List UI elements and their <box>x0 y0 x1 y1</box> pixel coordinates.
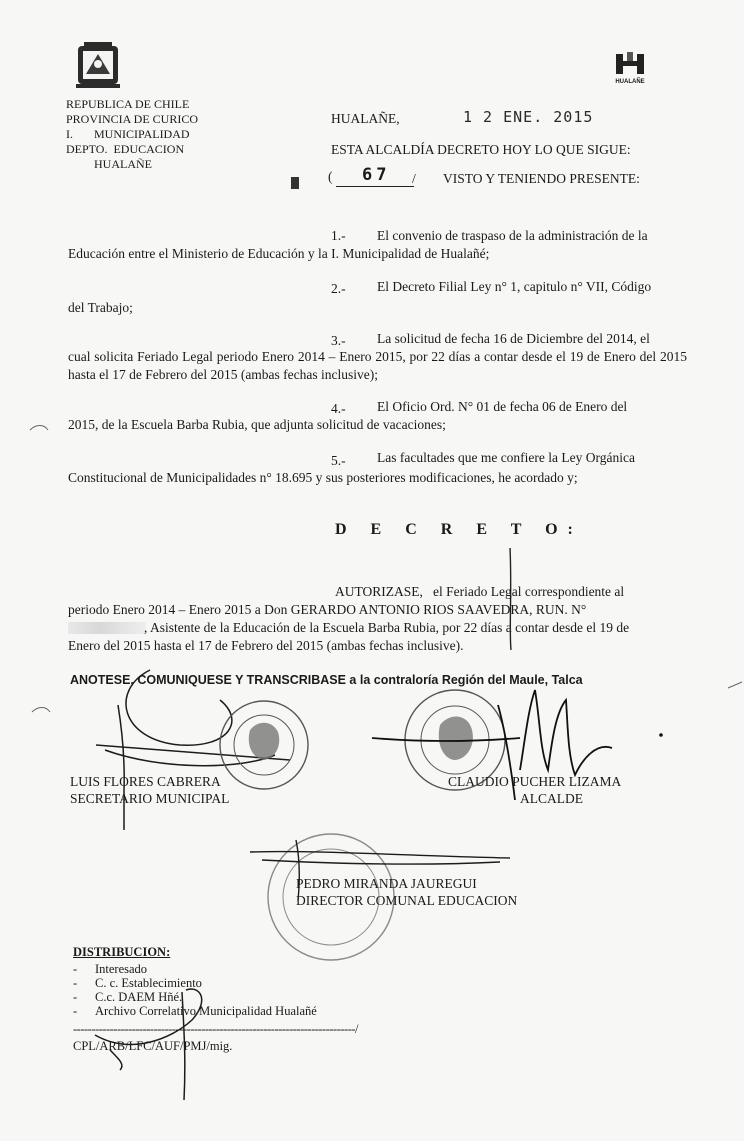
margin-mark <box>728 682 742 688</box>
signatory-title: SECRETARIO MUNICIPAL <box>70 791 230 806</box>
margin-mark <box>32 708 50 713</box>
letterhead-line: PROVINCIA DE CURICO <box>66 112 199 126</box>
letterhead-line: REPUBLICA DE CHILE <box>66 97 190 111</box>
signatory-director <box>296 875 517 909</box>
distribution-item: - Archivo Correlativo Municipalidad Hualañé <box>73 1004 317 1018</box>
considerando-text: Constitucional de Municipalidades n° 18.695 y sus posteriores modificaciones, he acordado y; <box>68 470 578 485</box>
signatory-name: PEDRO MIRANDA JAUREGUI <box>296 876 477 891</box>
signatory-title: ALCALDE <box>520 791 583 806</box>
decreto-heading: D E C R E T O: <box>335 521 583 538</box>
distribution-rule: -----------------------------------------------------------------------------/ <box>73 1022 358 1036</box>
decree-number-prefix: ( <box>328 169 333 184</box>
signatory-name: CLAUDIO PUCHER LIZAMA <box>448 774 622 789</box>
distribution-heading: DISTRIBUCION: <box>73 945 171 959</box>
considerando-first-line: El Decreto Filial Ley n° 1, capitulo n° VII, Código <box>377 279 652 294</box>
resolution-first-line: AUTORIZASE, el Feriado Legal correspondiente al <box>335 584 625 599</box>
resolution-line: periodo Enero 2014 – Enero 2015 a Don GERARDO ANTONIO RIOS SAAVEDRA, RUN. N° <box>68 602 587 617</box>
considerando-text: del Trabajo; <box>68 300 133 315</box>
considerando-first-line: La solicitud de fecha 16 de Diciembre del 2014, el <box>377 331 650 346</box>
distribution-item: - C.c. DAEM Hñé. <box>73 990 183 1004</box>
considerando-number: 4.- <box>331 401 346 416</box>
considerando-number: 2.- <box>331 281 346 296</box>
considerando-text: 2015, de la Escuela Barba Rubia, que adjunta solicitud de vacaciones; <box>68 417 446 432</box>
considerando-number: 3.- <box>331 333 346 348</box>
distribution-item: - C. c. Establecimiento <box>73 976 202 990</box>
considerando-text: Educación entre el Ministerio de Educación y la I. Municipalidad de Hualañé; <box>68 246 490 261</box>
resolution-line: , Asistente de la Educación de la Escuela Barba Rubia, por 22 días a contar desde el 19 de <box>144 620 630 635</box>
considerando-number: 5.- <box>331 453 346 468</box>
distribution-initials: CPL/ARB/LFC/AUF/PMJ/mig. <box>73 1039 233 1053</box>
secretaria-stamp <box>220 701 308 789</box>
considerando-first-line: El convenio de traspaso de la administración de la <box>377 228 648 243</box>
signatory-name: LUIS FLORES CABRERA <box>70 774 221 789</box>
signatory-secretary <box>70 773 229 807</box>
place: HUALAÑE, <box>331 111 400 126</box>
distribution-item: - Interesado <box>73 962 148 976</box>
considerando-first-line: Las facultades que me confiere la Ley Orgánica <box>377 450 635 465</box>
visto-heading: VISTO Y TENIENDO PRESENTE: <box>443 171 640 186</box>
considerando-text: cual solicita Feriado Legal periodo Enero 2014 – Enero 2015, por 22 días a contar desde el 19 de Enero del 2015 hasta el 17 de Febrero del 2015 (ambas fechas inclusive); <box>68 349 687 382</box>
anotese-line: ANOTESE, COMUNIQUESE Y TRANSCRIBASE a la contraloría Región del Maule, Talca <box>70 673 583 687</box>
signatory-title: DIRECTOR COMUNAL EDUCACION <box>296 893 518 908</box>
hualane-logo-text: HUALAÑE <box>615 79 645 85</box>
margin-mark <box>30 426 48 431</box>
pen-stroke <box>510 548 511 650</box>
considerando-first-line: El Oficio Ord. N° 01 de fecha 06 de Enero del <box>377 399 628 414</box>
distribution-list <box>73 962 317 1018</box>
ink-dot <box>659 733 663 737</box>
signatory-mayor <box>448 773 621 807</box>
decree-number: 67 <box>362 165 391 185</box>
letterhead-line: HUALAÑE <box>94 157 152 171</box>
date-stamp: 1 2 ENE. 2015 <box>463 108 594 126</box>
considerando-number: 1.- <box>331 228 346 243</box>
decree-number-suffix: / <box>412 171 416 186</box>
resolution-line: Enero del 2015 hasta el 17 de Febrero del 2015 (ambas fechas inclusive). <box>68 638 464 653</box>
letterhead-line: DEPTO. EDUCACION <box>66 142 185 156</box>
letterhead-line: I. MUNICIPALIDAD <box>66 127 190 141</box>
intro-line: ESTA ALCALDÍA DECRETO HOY LO QUE SIGUE: <box>331 142 631 157</box>
